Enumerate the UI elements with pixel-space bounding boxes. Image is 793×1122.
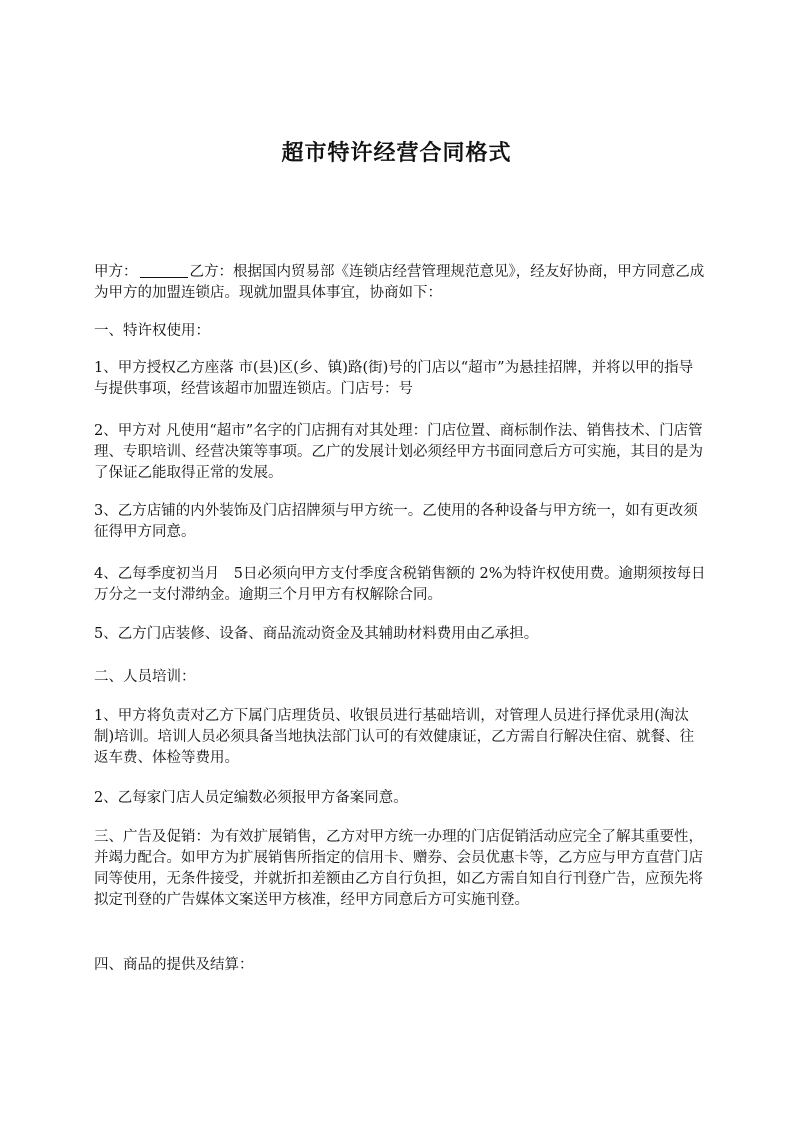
- party-a-label: 甲方：: [94, 264, 138, 280]
- clause-1-2: 2、甲方对 凡使用“超市”名字的门店拥有对其处理：门店位置、商标制作法、销售技术、门店管理、专职培训、经营决策等事项。乙广的发展计划必须经甲方书面同意后方可实施，其目的是为了保证乙能取得正常的发展。: [94, 423, 703, 481]
- party-a-blank-line: [140, 262, 188, 278]
- clause-1-4: 4、乙每季度初当月 5日必须向甲方支付季度含税销售额的 2%为特许权使用费。逾期须按每日万分之一支付滞纳金。逾期三个月甲方有权解除合同。: [94, 566, 706, 603]
- section-heading-2: 二、人员培训：: [94, 669, 196, 685]
- intro-paragraph: [94, 262, 706, 304]
- clause-1-3: 3、乙方店铺的内外装饰及门店招牌须与甲方统一。乙使用的各种设备与甲方统一，如有更改须征得甲方同意。: [94, 503, 698, 540]
- document-title: 超市特许经营合同格式: [281, 141, 512, 166]
- section-heading-4: 四、商品的提供及结算：: [94, 957, 254, 973]
- section-3-paragraph: 三、广告及促销：为有效扩展销售，乙方对甲方统一办理的门店促销活动应完全了解其重要性，并竭力配合。如甲方为扩展销售所指定的信用卡、赠券、会员优惠卡等，乙方应与甲方直营门店同等使用，无条件接受，并就折扣差额由乙方自行负担，如乙方需自知自行刊登广告，应预先将拟定刊登的广告媒体文案送甲方核准，经甲方同意后方可实施刊登。: [94, 829, 703, 908]
- clause-1-1: 1、甲方授权乙方座落 市(县)区(乡、镇)路(街)号的门店以“超市”为悬挂招牌，并将以甲的指导与提供事项，经营该超市加盟连锁店。门店号：号: [94, 360, 694, 397]
- clause-2-1: 1、甲方将负责对乙方下属门店理货员、收银员进行基础培训，对管理人员进行择优录用(淘汰制)培训。培训人员必须具备当地执法部门认可的有效健康证，乙方需自行解决住宿、就餐、往返车费、体检等费用。: [94, 708, 695, 766]
- intro-text: 乙方：根据国内贸易部《连锁店经营管理规范意见》，经友好协商，甲方同意乙成为甲方的加盟连锁店。现就加盟具体事宜，协商如下：: [94, 264, 705, 301]
- section-heading-1: 一、特许权使用：: [94, 323, 210, 339]
- clause-1-5: 5、乙方门店装修、设备、商品流动资金及其辅助材料费用由乙承担。: [94, 626, 539, 642]
- clause-2-2: 2、乙每家门店人员定编数必须报甲方备案同意。: [94, 790, 408, 806]
